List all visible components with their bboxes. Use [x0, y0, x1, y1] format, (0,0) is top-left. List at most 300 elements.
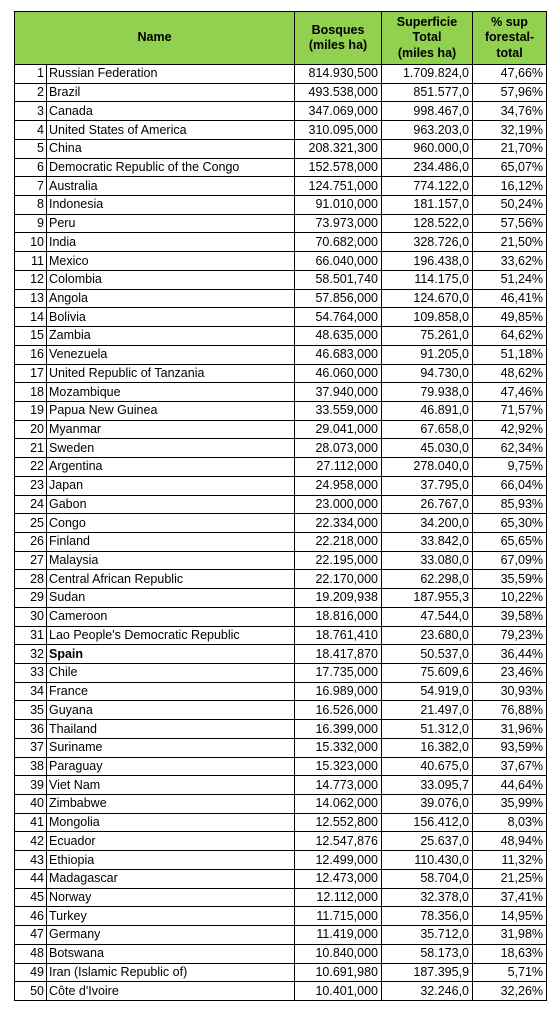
bosques-cell: 16.399,000: [295, 720, 382, 739]
header-bosques-line1: Bosques: [311, 22, 365, 37]
table-row: [15, 944, 547, 963]
row-number-cell: 13: [15, 289, 47, 308]
header-superficie-line1: Superficie Total: [396, 14, 458, 45]
country-name-cell: Bolivia: [47, 308, 295, 327]
pct-cell: 57,56%: [473, 214, 547, 233]
table-row: [15, 158, 547, 177]
table-row: [15, 121, 547, 140]
bosques-cell: 46.683,000: [295, 345, 382, 364]
row-number-cell: 6: [15, 158, 47, 177]
pct-cell: 50,24%: [473, 196, 547, 215]
bosques-cell: 12.499,000: [295, 851, 382, 870]
row-number-cell: 23: [15, 476, 47, 495]
superficie-cell: 50.537,0: [382, 645, 473, 664]
country-name-cell: Papua New Guinea: [47, 401, 295, 420]
country-name-cell: Mozambique: [47, 383, 295, 402]
superficie-cell: 51.312,0: [382, 720, 473, 739]
country-name-cell: Angola: [47, 289, 295, 308]
pct-cell: 47,66%: [473, 65, 547, 84]
table-body: [15, 65, 547, 1001]
table-row: [15, 364, 547, 383]
superficie-cell: 25.637,0: [382, 832, 473, 851]
pct-cell: 65,30%: [473, 514, 547, 533]
pct-cell: 57,96%: [473, 83, 547, 102]
pct-cell: 76,88%: [473, 701, 547, 720]
country-name-cell: Colombia: [47, 270, 295, 289]
bosques-cell: 54.764,000: [295, 308, 382, 327]
country-name-cell: Côte d'Ivoire: [47, 982, 295, 1001]
pct-cell: 62,34%: [473, 439, 547, 458]
pct-cell: 51,24%: [473, 270, 547, 289]
table-row: [15, 926, 547, 945]
row-number-cell: 44: [15, 869, 47, 888]
row-number-cell: 30: [15, 607, 47, 626]
row-number-cell: 9: [15, 214, 47, 233]
country-name-cell: Thailand: [47, 720, 295, 739]
pct-cell: 21,25%: [473, 869, 547, 888]
bosques-cell: 18.417,870: [295, 645, 382, 664]
row-number-cell: 29: [15, 589, 47, 608]
header-row: [15, 12, 547, 65]
table-row: [15, 664, 547, 683]
country-name-cell: Australia: [47, 177, 295, 196]
pct-cell: 31,98%: [473, 926, 547, 945]
country-name-cell: Zambia: [47, 327, 295, 346]
pct-cell: 11,32%: [473, 851, 547, 870]
pct-cell: 32,19%: [473, 121, 547, 140]
country-name-cell: Ecuador: [47, 832, 295, 851]
bosques-cell: 12.112,000: [295, 888, 382, 907]
superficie-cell: 32.378,0: [382, 888, 473, 907]
bosques-cell: 12.547,876: [295, 832, 382, 851]
superficie-cell: 33.095,7: [382, 776, 473, 795]
table-row: [15, 701, 547, 720]
row-number-cell: 10: [15, 233, 47, 252]
row-number-cell: 12: [15, 270, 47, 289]
superficie-cell: 998.467,0: [382, 102, 473, 121]
forest-table-container: [14, 11, 547, 1001]
table-row: [15, 383, 547, 402]
superficie-cell: 328.726,0: [382, 233, 473, 252]
table-row: [15, 570, 547, 589]
table-row: [15, 589, 547, 608]
bosques-cell: 15.332,000: [295, 738, 382, 757]
row-number-cell: 49: [15, 963, 47, 982]
superficie-cell: 75.261,0: [382, 327, 473, 346]
country-name-cell: France: [47, 682, 295, 701]
country-name-cell: Canada: [47, 102, 295, 121]
table-row: [15, 495, 547, 514]
table-row: [15, 401, 547, 420]
row-number-cell: 1: [15, 65, 47, 84]
superficie-cell: 23.680,0: [382, 626, 473, 645]
country-name-cell: Germany: [47, 926, 295, 945]
table-row: [15, 963, 547, 982]
bosques-cell: 23.000,000: [295, 495, 382, 514]
row-number-cell: 17: [15, 364, 47, 383]
row-number-cell: 39: [15, 776, 47, 795]
table-row: [15, 551, 547, 570]
country-name-cell: Russian Federation: [47, 65, 295, 84]
pct-cell: 8,03%: [473, 813, 547, 832]
pct-cell: 65,07%: [473, 158, 547, 177]
table-row: [15, 270, 547, 289]
bosques-cell: 12.552,800: [295, 813, 382, 832]
bosques-cell: 27.112,000: [295, 458, 382, 477]
bosques-cell: 124.751,000: [295, 177, 382, 196]
table-row: [15, 888, 547, 907]
table-row: [15, 832, 547, 851]
bosques-cell: 22.334,000: [295, 514, 382, 533]
country-name-cell: Finland: [47, 532, 295, 551]
country-name-cell: Mexico: [47, 252, 295, 271]
superficie-cell: 54.919,0: [382, 682, 473, 701]
bosques-cell: 46.060,000: [295, 364, 382, 383]
row-number-cell: 50: [15, 982, 47, 1001]
table-row: [15, 776, 547, 795]
table-row: [15, 196, 547, 215]
country-name-cell: Spain: [47, 645, 295, 664]
pct-cell: 35,99%: [473, 795, 547, 814]
superficie-cell: 963.203,0: [382, 121, 473, 140]
table-row: [15, 720, 547, 739]
superficie-cell: 34.200,0: [382, 514, 473, 533]
superficie-cell: 79.938,0: [382, 383, 473, 402]
bosques-cell: 493.538,000: [295, 83, 382, 102]
pct-cell: 18,63%: [473, 944, 547, 963]
pct-cell: 10,22%: [473, 589, 547, 608]
country-name-cell: Guyana: [47, 701, 295, 720]
table-row: [15, 214, 547, 233]
table-row: [15, 645, 547, 664]
country-name-cell: Argentina: [47, 458, 295, 477]
table-row: [15, 757, 547, 776]
country-name-cell: Japan: [47, 476, 295, 495]
superficie-cell: 39.076,0: [382, 795, 473, 814]
row-number-cell: 18: [15, 383, 47, 402]
pct-cell: 64,62%: [473, 327, 547, 346]
row-number-cell: 8: [15, 196, 47, 215]
row-number-cell: 43: [15, 851, 47, 870]
row-number-cell: 32: [15, 645, 47, 664]
bosques-cell: 70.682,000: [295, 233, 382, 252]
country-name-cell: Ethiopia: [47, 851, 295, 870]
row-number-cell: 48: [15, 944, 47, 963]
bosques-cell: 22.170,000: [295, 570, 382, 589]
bosques-cell: 28.073,000: [295, 439, 382, 458]
country-name-cell: Venezuela: [47, 345, 295, 364]
row-number-cell: 14: [15, 308, 47, 327]
country-name-cell: Sweden: [47, 439, 295, 458]
row-number-cell: 40: [15, 795, 47, 814]
header-bosques-line2: (miles ha): [308, 38, 368, 52]
pct-cell: 48,62%: [473, 364, 547, 383]
header-pct-line3: total: [496, 45, 523, 60]
superficie-cell: 234.486,0: [382, 158, 473, 177]
table-row: [15, 476, 547, 495]
bosques-cell: 12.473,000: [295, 869, 382, 888]
pct-cell: 93,59%: [473, 738, 547, 757]
row-number-cell: 38: [15, 757, 47, 776]
table-row: [15, 532, 547, 551]
pct-cell: 37,41%: [473, 888, 547, 907]
bosques-cell: 58.501,740: [295, 270, 382, 289]
country-name-cell: Paraguay: [47, 757, 295, 776]
table-row: [15, 139, 547, 158]
header-bosques: [295, 12, 382, 65]
row-number-cell: 37: [15, 738, 47, 757]
pct-cell: 21,50%: [473, 233, 547, 252]
pct-cell: 32,26%: [473, 982, 547, 1001]
superficie-cell: 40.675,0: [382, 757, 473, 776]
row-number-cell: 26: [15, 532, 47, 551]
row-number-cell: 46: [15, 907, 47, 926]
bosques-cell: 208.321,300: [295, 139, 382, 158]
superficie-cell: 128.522,0: [382, 214, 473, 233]
pct-cell: 5,71%: [473, 963, 547, 982]
country-name-cell: Peru: [47, 214, 295, 233]
country-name-cell: Lao People's Democratic Republic: [47, 626, 295, 645]
superficie-cell: 109.858,0: [382, 308, 473, 327]
table-row: [15, 738, 547, 757]
table-row: [15, 308, 547, 327]
bosques-cell: 24.958,000: [295, 476, 382, 495]
table-row: [15, 982, 547, 1001]
pct-cell: 79,23%: [473, 626, 547, 645]
superficie-cell: 156.412,0: [382, 813, 473, 832]
pct-cell: 49,85%: [473, 308, 547, 327]
row-number-cell: 5: [15, 139, 47, 158]
superficie-cell: 33.080,0: [382, 551, 473, 570]
superficie-cell: 124.670,0: [382, 289, 473, 308]
country-name-cell: Democratic Republic of the Congo: [47, 158, 295, 177]
table-row: [15, 607, 547, 626]
row-number-cell: 2: [15, 83, 47, 102]
pct-cell: 71,57%: [473, 401, 547, 420]
table-row: [15, 458, 547, 477]
row-number-cell: 16: [15, 345, 47, 364]
bosques-cell: 16.526,000: [295, 701, 382, 720]
country-name-cell: India: [47, 233, 295, 252]
country-name-cell: Norway: [47, 888, 295, 907]
country-name-cell: Chile: [47, 664, 295, 683]
table-row: [15, 682, 547, 701]
country-name-cell: Turkey: [47, 907, 295, 926]
bosques-cell: 19.209,938: [295, 589, 382, 608]
header-superficie-line2: (miles ha): [397, 45, 457, 60]
row-number-cell: 25: [15, 514, 47, 533]
superficie-cell: 26.767,0: [382, 495, 473, 514]
table-row: [15, 869, 547, 888]
pct-cell: 23,46%: [473, 664, 547, 683]
row-number-cell: 19: [15, 401, 47, 420]
superficie-cell: 187.395,9: [382, 963, 473, 982]
table-header: [15, 12, 547, 65]
header-name-label: Name: [137, 30, 172, 45]
bosques-cell: 29.041,000: [295, 420, 382, 439]
table-row: [15, 289, 547, 308]
superficie-cell: 75.609,6: [382, 664, 473, 683]
table-row: [15, 65, 547, 84]
bosques-cell: 22.195,000: [295, 551, 382, 570]
bosques-cell: 73.973,000: [295, 214, 382, 233]
row-number-cell: 28: [15, 570, 47, 589]
country-name-cell: Zimbabwe: [47, 795, 295, 814]
country-name-cell: China: [47, 139, 295, 158]
pct-cell: 31,96%: [473, 720, 547, 739]
superficie-cell: 45.030,0: [382, 439, 473, 458]
superficie-cell: 47.544,0: [382, 607, 473, 626]
superficie-cell: 67.658,0: [382, 420, 473, 439]
table-row: [15, 102, 547, 121]
country-name-cell: Botswana: [47, 944, 295, 963]
row-number-cell: 15: [15, 327, 47, 346]
forest-area-table: [14, 11, 547, 1001]
pct-cell: 44,64%: [473, 776, 547, 795]
pct-cell: 51,18%: [473, 345, 547, 364]
country-name-cell: Iran (Islamic Republic of): [47, 963, 295, 982]
header-superficie: [382, 12, 473, 65]
table-row: [15, 420, 547, 439]
table-row: [15, 177, 547, 196]
row-number-cell: 36: [15, 720, 47, 739]
header-pct-line1: % sup: [491, 14, 528, 29]
pct-cell: 33,62%: [473, 252, 547, 271]
bosques-cell: 37.940,000: [295, 383, 382, 402]
row-number-cell: 20: [15, 420, 47, 439]
country-name-cell: Viet Nam: [47, 776, 295, 795]
row-number-cell: 34: [15, 682, 47, 701]
superficie-cell: 1.709.824,0: [382, 65, 473, 84]
country-name-cell: United States of America: [47, 121, 295, 140]
bosques-cell: 57.856,000: [295, 289, 382, 308]
pct-cell: 14,95%: [473, 907, 547, 926]
country-name-cell: Myanmar: [47, 420, 295, 439]
superficie-cell: 196.438,0: [382, 252, 473, 271]
row-number-cell: 22: [15, 458, 47, 477]
pct-cell: 36,44%: [473, 645, 547, 664]
bosques-cell: 17.735,000: [295, 664, 382, 683]
pct-cell: 65,65%: [473, 532, 547, 551]
bosques-cell: 814.930,500: [295, 65, 382, 84]
superficie-cell: 110.430,0: [382, 851, 473, 870]
superficie-cell: 62.298,0: [382, 570, 473, 589]
superficie-cell: 58.173,0: [382, 944, 473, 963]
table-row: [15, 252, 547, 271]
superficie-cell: 187.955,3: [382, 589, 473, 608]
pct-cell: 35,59%: [473, 570, 547, 589]
bosques-cell: 22.218,000: [295, 532, 382, 551]
row-number-cell: 21: [15, 439, 47, 458]
superficie-cell: 21.497,0: [382, 701, 473, 720]
table-row: [15, 514, 547, 533]
bosques-cell: 48.635,000: [295, 327, 382, 346]
table-row: [15, 345, 547, 364]
country-name-cell: Cameroon: [47, 607, 295, 626]
country-name-cell: Mongolia: [47, 813, 295, 832]
superficie-cell: 960.000,0: [382, 139, 473, 158]
pct-cell: 39,58%: [473, 607, 547, 626]
bosques-cell: 152.578,000: [295, 158, 382, 177]
table-row: [15, 795, 547, 814]
row-number-cell: 7: [15, 177, 47, 196]
row-number-cell: 31: [15, 626, 47, 645]
pct-cell: 85,93%: [473, 495, 547, 514]
bosques-cell: 14.773,000: [295, 776, 382, 795]
country-name-cell: United Republic of Tanzania: [47, 364, 295, 383]
row-number-cell: 24: [15, 495, 47, 514]
superficie-cell: 32.246,0: [382, 982, 473, 1001]
superficie-cell: 35.712,0: [382, 926, 473, 945]
table-row: [15, 439, 547, 458]
table-row: [15, 327, 547, 346]
pct-cell: 46,41%: [473, 289, 547, 308]
table-row: [15, 233, 547, 252]
bosques-cell: 66.040,000: [295, 252, 382, 271]
bosques-cell: 347.069,000: [295, 102, 382, 121]
row-number-cell: 35: [15, 701, 47, 720]
header-name: [15, 12, 295, 65]
superficie-cell: 91.205,0: [382, 345, 473, 364]
superficie-cell: 78.356,0: [382, 907, 473, 926]
bosques-cell: 91.010,000: [295, 196, 382, 215]
table-row: [15, 626, 547, 645]
pct-cell: 9,75%: [473, 458, 547, 477]
superficie-cell: 94.730,0: [382, 364, 473, 383]
country-name-cell: Congo: [47, 514, 295, 533]
country-name-cell: Indonesia: [47, 196, 295, 215]
country-name-cell: Central African Republic: [47, 570, 295, 589]
pct-cell: 42,92%: [473, 420, 547, 439]
country-name-cell: Sudan: [47, 589, 295, 608]
bosques-cell: 15.323,000: [295, 757, 382, 776]
pct-cell: 67,09%: [473, 551, 547, 570]
superficie-cell: 16.382,0: [382, 738, 473, 757]
bosques-cell: 10.401,000: [295, 982, 382, 1001]
row-number-cell: 3: [15, 102, 47, 121]
pct-cell: 48,94%: [473, 832, 547, 851]
row-number-cell: 45: [15, 888, 47, 907]
table-row: [15, 813, 547, 832]
superficie-cell: 278.040,0: [382, 458, 473, 477]
row-number-cell: 27: [15, 551, 47, 570]
country-name-cell: Madagascar: [47, 869, 295, 888]
superficie-cell: 37.795,0: [382, 476, 473, 495]
bosques-cell: 11.419,000: [295, 926, 382, 945]
superficie-cell: 114.175,0: [382, 270, 473, 289]
bosques-cell: 310.095,000: [295, 121, 382, 140]
bosques-cell: 16.989,000: [295, 682, 382, 701]
pct-cell: 21,70%: [473, 139, 547, 158]
table-row: [15, 907, 547, 926]
country-name-cell: Brazil: [47, 83, 295, 102]
pct-cell: 47,46%: [473, 383, 547, 402]
bosques-cell: 33.559,000: [295, 401, 382, 420]
superficie-cell: 33.842,0: [382, 532, 473, 551]
pct-cell: 30,93%: [473, 682, 547, 701]
bosques-cell: 10.840,000: [295, 944, 382, 963]
pct-cell: 16,12%: [473, 177, 547, 196]
country-name-cell: Suriname: [47, 738, 295, 757]
bosques-cell: 14.062,000: [295, 795, 382, 814]
table-row: [15, 83, 547, 102]
superficie-cell: 851.577,0: [382, 83, 473, 102]
header-pct: [473, 12, 547, 65]
row-number-cell: 41: [15, 813, 47, 832]
row-number-cell: 42: [15, 832, 47, 851]
pct-cell: 34,76%: [473, 102, 547, 121]
bosques-cell: 10.691,980: [295, 963, 382, 982]
